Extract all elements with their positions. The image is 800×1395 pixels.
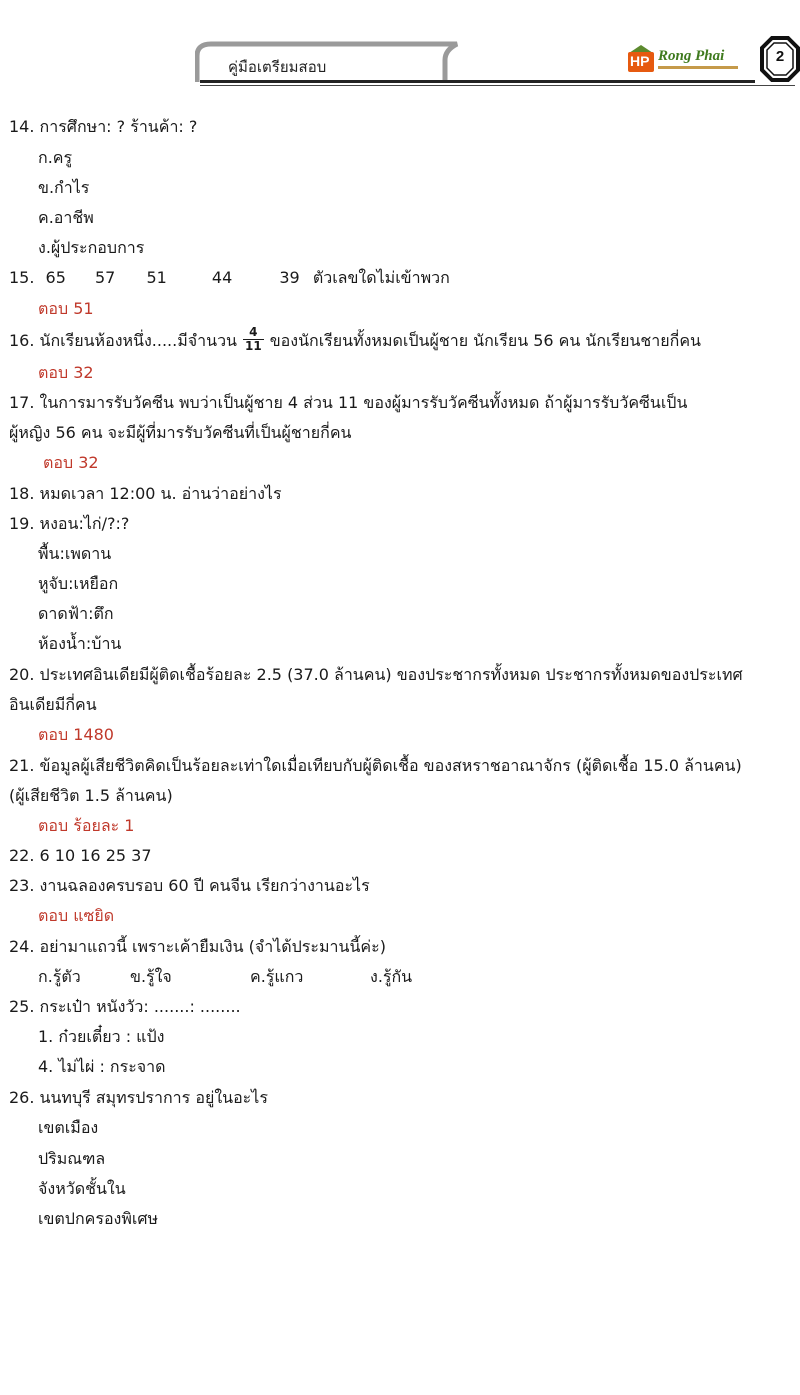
- q16-prefix: 16. นักเรียนห้องหนึ่ง.....มีจำนวน: [9, 331, 237, 350]
- question-20-line-1: 20. ประเทศอินเดียมีผู้ติดเชื้อร้อยละ 2.5 (37.0 ล้านคน) ของประชากรทั้งหมด ประชากรทั้งหมดของประเทศ: [9, 665, 743, 684]
- q26-option-2: ปริมณฑล: [38, 1149, 106, 1168]
- q16-fraction-numerator: 4: [243, 326, 264, 340]
- q15-number: 15.: [9, 268, 35, 287]
- q23-answer: ตอบ แซยิด: [38, 906, 115, 925]
- logo-name: Rong Phai: [658, 48, 725, 64]
- q17-answer: ตอบ 32: [43, 453, 99, 472]
- question-20-line-2: อินเดียมีกี่คน: [9, 695, 97, 714]
- q14-option-d: ง.ผู้ประกอบการ: [38, 238, 145, 257]
- q16-suffix: ของนักเรียนทั้งหมดเป็นผู้ชาย นักเรียน 56 คน นักเรียนชายกี่คน: [269, 331, 701, 350]
- question-17-line-1: 17. ในการมารรับวัคซีน พบว่าเป็นผู้ชาย 4 ส่วน 11 ของผู้มารรับวัคซีนทั้งหมด ถ้าผู้มารรับวัคซีนเป็น: [9, 393, 688, 412]
- q15-series-1: 65: [45, 268, 66, 287]
- logo-mark: [628, 52, 654, 72]
- logo-mark-text: HP: [630, 53, 650, 69]
- q19-option-3: ดาดฟ้า:ตึก: [38, 604, 114, 623]
- q24-option-c: ค.รู้แกว: [250, 967, 304, 986]
- page-number: 2: [775, 48, 785, 65]
- question-24: 24. อย่ามาแถวนี้ เพราะเค้ายืมเงิน (จำได้ประมานนี้ค่ะ): [9, 937, 386, 956]
- q21-answer: ตอบ ร้อยละ 1: [38, 816, 135, 835]
- question-18: 18. หมดเวลา 12:00 น. อ่านว่าอย่างไร: [9, 484, 282, 503]
- question-15: [9, 268, 450, 288]
- question-14: 14. การศึกษา: ? ร้านค้า: ?: [9, 117, 198, 136]
- question-21-line-1: 21. ข้อมูลผู้เสียชีวิตคิดเป็นร้อยละเท่าใดเมื่อเทียบกับผู้ติดเชื้อ ของสหราชอาณาจักร (ผู้ติดเชื้อ 15.0 ล้านคน): [9, 756, 742, 775]
- q15-series-4: 44: [211, 268, 233, 287]
- q19-option-2: หูจับ:เหยือก: [38, 574, 119, 593]
- q20-answer: ตอบ 1480: [38, 725, 114, 744]
- q19-option-1: พื้น:เพดาน: [38, 544, 112, 563]
- q24-option-b: ข.รู้ใจ: [130, 967, 172, 986]
- q26-option-4: เขตปกครองพิเศษ: [38, 1209, 159, 1228]
- question-23: 23. งานฉลองครบรอบ 60 ปี คนจีน เรียกว่างานอะไร: [9, 876, 370, 895]
- q19-option-4: ห้องน้ำ:บ้าน: [38, 634, 122, 653]
- question-25: 25. กระเป๋า หนังวัว: .......: ........: [9, 997, 241, 1016]
- q24-option-d: ง.รู้กัน: [370, 967, 413, 986]
- page-header: [0, 0, 800, 95]
- question-22: 22. 6 10 16 25 37: [9, 846, 152, 865]
- q15-series-2: 57: [95, 268, 116, 287]
- header-title: คู่มือเตรียมสอบ: [228, 58, 327, 76]
- question-26: 26. นนทบุรี สมุทรปราการ อยู่ในอะไร: [9, 1088, 268, 1107]
- q14-option-c: ค.อาชีพ: [38, 208, 94, 227]
- rong-phai-logo: [628, 47, 743, 77]
- q15-series-3: 51: [146, 268, 167, 287]
- q14-option-a: ก.ครู: [38, 148, 73, 167]
- q15-prompt: ตัวเลขใดไม่เข้าพวก: [312, 268, 450, 287]
- q24-option-a: ก.รู้ตัว: [38, 967, 81, 986]
- question-19: 19. หงอน:ไก่/?:?: [9, 514, 130, 533]
- q16-fraction-denominator: 11: [245, 339, 262, 353]
- q15-answer: ตอบ 51: [38, 299, 94, 318]
- question-21-line-2: (ผู้เสียชีวิต 1.5 ล้านคน): [9, 786, 173, 805]
- question-16: [9, 325, 701, 355]
- q26-option-3: จังหวัดชั้นใน: [38, 1179, 126, 1198]
- question-17-line-2: ผู้หญิง 56 คน จะมีผู้ที่มารรับวัคซีนที่เป็นผู้ชายกี่คน: [9, 423, 352, 442]
- page-number-badge: [760, 36, 800, 82]
- q16-fraction: [243, 326, 264, 353]
- q25-option-1: 1. ก๋วยเตี๋ยว : แป้ง: [38, 1027, 165, 1046]
- q16-answer: ตอบ 32: [38, 363, 94, 382]
- q15-series-5: 39: [279, 268, 300, 287]
- header-divider: [200, 80, 755, 83]
- header-divider-thin: [200, 85, 795, 86]
- q26-option-1: เขตเมือง: [38, 1118, 99, 1137]
- q25-option-4: 4. ไม่ไผ่ : กระจาด: [38, 1057, 166, 1076]
- logo-tagline: [658, 66, 738, 69]
- q14-option-b: ข.กำไร: [38, 178, 90, 197]
